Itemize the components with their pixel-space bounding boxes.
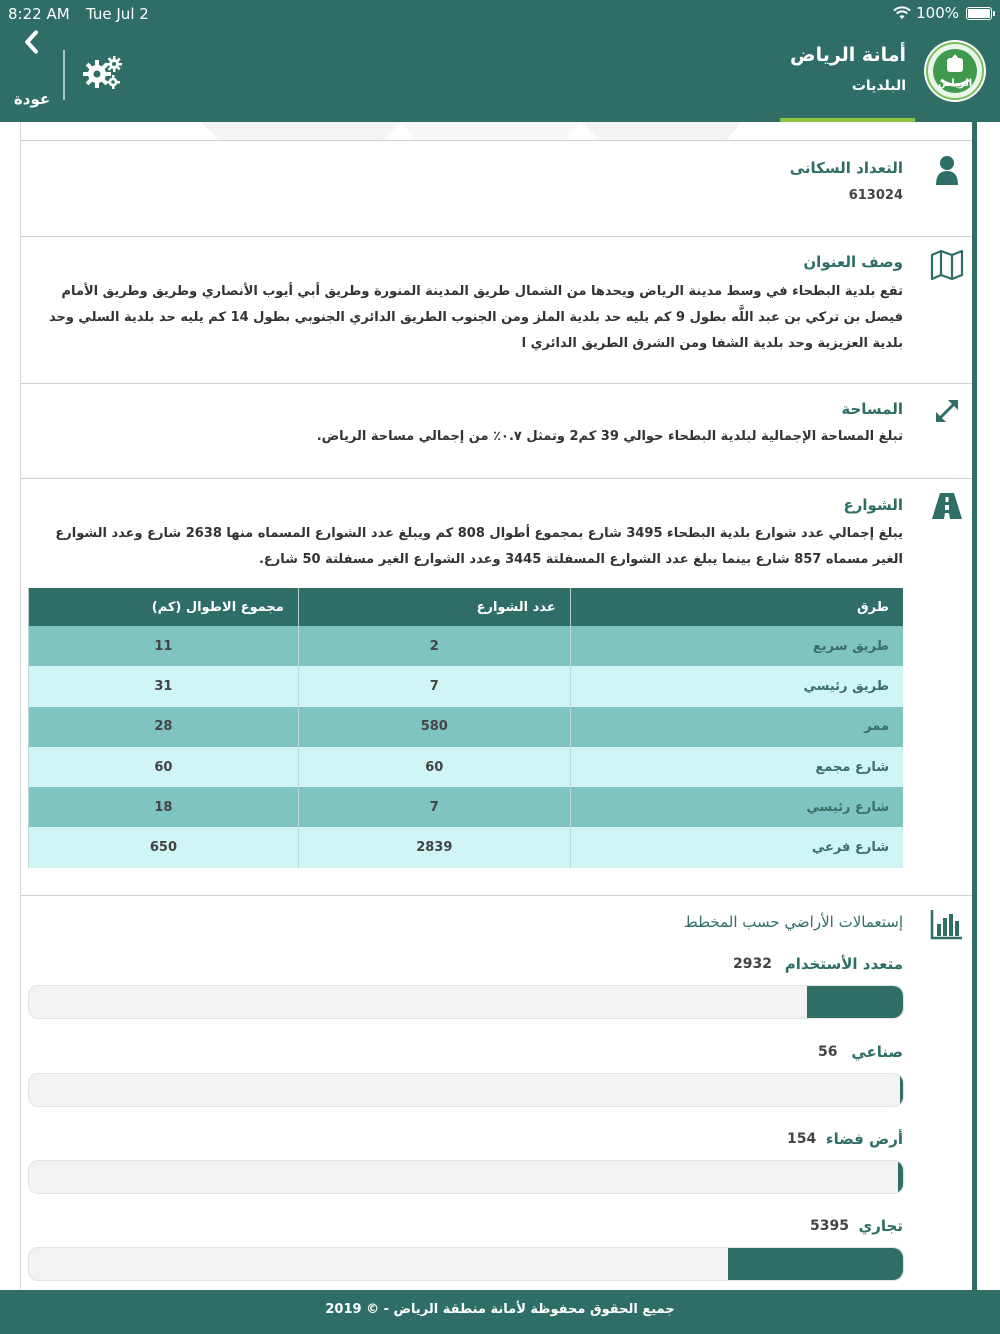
land-use-bar-fill [807,986,903,1018]
area-text: تبلغ المساحة الإجمالية لبلدية البطحاء حوالي 39 كم2 وتمثل ٠.٧٪ من إجمالي مساحة الرياض. [316,429,903,444]
population-title: التعداد السكانى [789,159,903,177]
user-icon [930,153,964,187]
total-length-cell: 650 [29,827,299,867]
header-title: أمانة الرياض [790,44,906,66]
gears-icon [82,54,124,90]
status-bar [0,0,1000,28]
total-length-cell: 28 [29,707,299,747]
status-right [893,4,992,22]
total-length-cell: 11 [29,626,299,666]
land-use-bar-fill [900,1074,903,1106]
header-subtitle: البلديات [851,78,906,94]
street-count-cell: 2839 [298,827,570,867]
back-button-label: عودة [13,90,51,108]
total-length-cell: 31 [29,666,299,706]
address-section [21,236,972,383]
land-use-bar-fill [728,1248,903,1280]
status-date: Tue Jul 2 [86,5,149,23]
land-use-bar [28,985,904,1019]
expand-icon [930,394,964,428]
streets-section [21,478,972,895]
battery-percent: 100% [916,4,959,22]
road-type-cell: طريق سريع [570,626,903,666]
status-time: 8:22 AM [8,5,70,23]
table-row [29,827,904,867]
street-count-cell: 7 [298,666,570,706]
land-use-bar [28,1247,904,1281]
table-row [29,666,904,706]
settings-button[interactable] [82,54,124,90]
table-header-road-type: طرق [570,588,903,626]
land-use-label: تجاري [858,1217,903,1235]
table-row [29,747,904,787]
street-count-cell: 7 [298,787,570,827]
road-type-cell: طريق رئيسي [570,666,903,706]
table-header-row [29,588,904,626]
streets-title: الشوارع [843,496,903,514]
street-count-cell: 60 [298,747,570,787]
streets-table [28,588,903,868]
footer-copyright: جميع الحقوق محفوظة لأمانة منطقة الرياض - © 2019 [0,1290,1000,1334]
content-right-rail [972,122,977,1290]
back-button[interactable] [8,28,56,108]
app-header [0,28,1000,118]
total-length-cell: 18 [29,787,299,827]
battery-icon [966,7,992,20]
table-header-total-length: مجموع الاطوال (كم) [29,588,299,626]
population-value: 613024 [848,188,903,203]
land-use-label: متعدد الأستخدام [784,955,903,973]
area-title: المساحة [841,400,903,418]
logo-text: الرياض [937,78,973,89]
land-use-value: 56 [818,1044,838,1060]
street-count-cell: 580 [298,707,570,747]
streets-text: يبلغ إجمالي عدد شوارع بلدية البطحاء 3495 شارع بمجموع أطوال 808 كم ويبلغ عدد الشوارع المسماه منها 2638 شارع وعدد الشوارع الغير مسماه 857 شارع بينما يبلغ عدد الشوارع المسفلتة 3445 وعدد الشوارع الغير مسفلتة 50 شارع. [55,526,903,567]
land-use-label: أرض فضاء [825,1130,903,1148]
land-use-section [21,895,972,1290]
land-use-label: صناعي [851,1043,903,1061]
chevron-left-icon [20,30,44,54]
table-row [29,707,904,747]
land-use-bar [28,1073,904,1107]
address-title: وصف العنوان [803,253,903,271]
population-section [21,140,972,236]
map-icon [930,247,964,281]
table-row [29,787,904,827]
wifi-icon [893,6,911,20]
land-use-title: إستعمالات الأراضي حسب المخطط [683,913,903,931]
land-use-bar-fill [898,1161,903,1193]
road-type-cell: شارع رئيسي [570,787,903,827]
road-type-cell: شارع فرعي [570,827,903,867]
total-length-cell: 60 [29,747,299,787]
table-header-street-count: عدد الشوارع [298,588,570,626]
header-divider [63,50,65,100]
road-type-cell: شارع مجمع [570,747,903,787]
land-use-value: 2932 [733,956,772,972]
bar-chart-icon [930,908,964,942]
table-row [29,626,904,666]
land-use-value: 5395 [810,1218,849,1234]
area-section [21,383,972,478]
amanah-logo [924,40,986,102]
road-type-cell: ممر [570,707,903,747]
road-icon [930,489,964,523]
land-use-bar [28,1160,904,1194]
address-text: تقع بلدية البطحاء في وسط مدينة الرياض ويحدها من الشمال طريق المدينة المنورة وطريق أبي أيوب الأنصاري وطريق وطريق الأمام فيصل بن تركي بن عبد اللَّه بطول 9 كم يليه حد بلدية الملز ومن الجنوب الطريق الدائري الجنوبي بطول 14 كم يليه حد بلدية السلي وحد بلدية العزيزية وحد بلدية الشفا ومن الشرق الطريق الدائري ا [48,284,903,351]
land-use-value: 154 [787,1131,817,1147]
street-count-cell: 2 [298,626,570,666]
